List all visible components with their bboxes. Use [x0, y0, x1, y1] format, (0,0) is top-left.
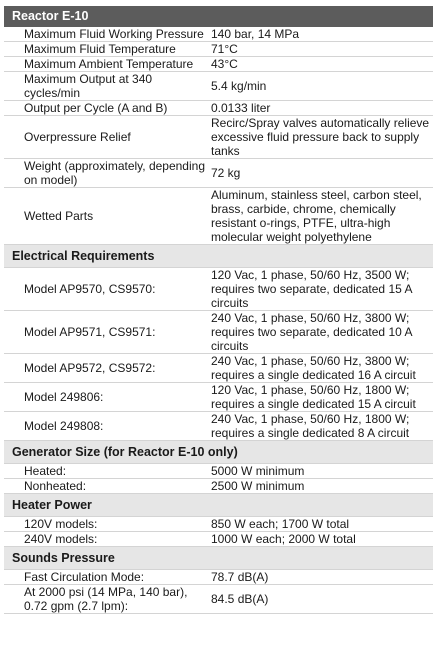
spec-value: 0.0133 liter [209, 101, 433, 116]
spec-value: 120 Vac, 1 phase, 50/60 Hz, 3500 W; requires two separate, dedicated 15 A circuits [209, 268, 433, 311]
spec-value: Recirc/Spray valves automatically relieve excessive fluid pressure back to supply tanks [209, 116, 433, 159]
spec-value: 240 Vac, 1 phase, 50/60 Hz, 3800 W; requires two separate, dedicated 10 A circuits [209, 311, 433, 354]
spec-label: Model 249808: [4, 412, 209, 441]
spec-value: Aluminum, stainless steel, carbon steel, brass, carbide, chrome, chemically resistant o-rings, PTFE, ultra-high molecular weight polyethylene [209, 188, 433, 245]
spec-value: 78.7 dB(A) [209, 570, 433, 585]
section-heading: Heater Power [4, 494, 433, 517]
spec-value: 72 kg [209, 159, 433, 188]
spec-label: Model AP9570, CS9570: [4, 268, 209, 311]
spec-row [4, 268, 433, 311]
spec-value: 84.5 dB(A) [209, 585, 433, 614]
section-heading: Generator Size (for Reactor E-10 only) [4, 441, 433, 464]
spec-row [4, 188, 433, 245]
spec-value: 2500 W minimum [209, 479, 433, 494]
spec-label: Maximum Output at 340 cycles/min [4, 72, 209, 101]
spec-label: Overpressure Relief [4, 116, 209, 159]
spec-label: Wetted Parts [4, 188, 209, 245]
spec-row [4, 585, 433, 614]
spec-label: 240V models: [4, 532, 209, 547]
section-heading-row [4, 494, 433, 517]
spec-label: Weight (approximately, depending on model) [4, 159, 209, 188]
spec-row [4, 116, 433, 159]
spec-value: 850 W each; 1700 W total [209, 517, 433, 532]
spec-row [4, 27, 433, 42]
spec-row [4, 311, 433, 354]
title-row [4, 6, 433, 27]
section-heading-row [4, 547, 433, 570]
section-heading: Sounds Pressure [4, 547, 433, 570]
spec-label: Output per Cycle (A and B) [4, 101, 209, 116]
spec-value: 140 bar, 14 MPa [209, 27, 433, 42]
spec-value: 120 Vac, 1 phase, 50/60 Hz, 1800 W; requires a single dedicated 15 A circuit [209, 383, 433, 412]
section-heading: Electrical Requirements [4, 245, 433, 268]
spec-table [4, 6, 433, 614]
spec-label: Heated: [4, 464, 209, 479]
spec-row [4, 57, 433, 72]
spec-label: Maximum Fluid Temperature [4, 42, 209, 57]
spec-row [4, 354, 433, 383]
spec-row [4, 159, 433, 188]
spec-row [4, 383, 433, 412]
spec-value: 43°C [209, 57, 433, 72]
spec-value: 1000 W each; 2000 W total [209, 532, 433, 547]
spec-value: 240 Vac, 1 phase, 50/60 Hz, 3800 W; requires a single dedicated 16 A circuit [209, 354, 433, 383]
section-heading-row [4, 245, 433, 268]
spec-value: 71°C [209, 42, 433, 57]
spec-label: Maximum Fluid Working Pressure [4, 27, 209, 42]
spec-label: Model AP9572, CS9572: [4, 354, 209, 383]
spec-label: At 2000 psi (14 MPa, 140 bar), 0.72 gpm (2.7 lpm): [4, 585, 209, 614]
spec-row [4, 101, 433, 116]
spec-label: Model AP9571, CS9571: [4, 311, 209, 354]
spec-row [4, 464, 433, 479]
spec-label: Maximum Ambient Temperature [4, 57, 209, 72]
spec-row [4, 479, 433, 494]
spec-row [4, 532, 433, 547]
spec-table-body [4, 6, 433, 614]
spec-label: 120V models: [4, 517, 209, 532]
spec-value: 5000 W minimum [209, 464, 433, 479]
spec-row [4, 72, 433, 101]
section-heading-row [4, 441, 433, 464]
spec-row [4, 570, 433, 585]
spec-row [4, 517, 433, 532]
spec-row [4, 42, 433, 57]
spec-label: Nonheated: [4, 479, 209, 494]
spec-label: Model 249806: [4, 383, 209, 412]
spec-row [4, 412, 433, 441]
spec-value: 5.4 kg/min [209, 72, 433, 101]
spec-label: Fast Circulation Mode: [4, 570, 209, 585]
table-title: Reactor E-10 [4, 6, 433, 27]
spec-value: 240 Vac, 1 phase, 50/60 Hz, 1800 W; requires a single dedicated 8 A circuit [209, 412, 433, 441]
